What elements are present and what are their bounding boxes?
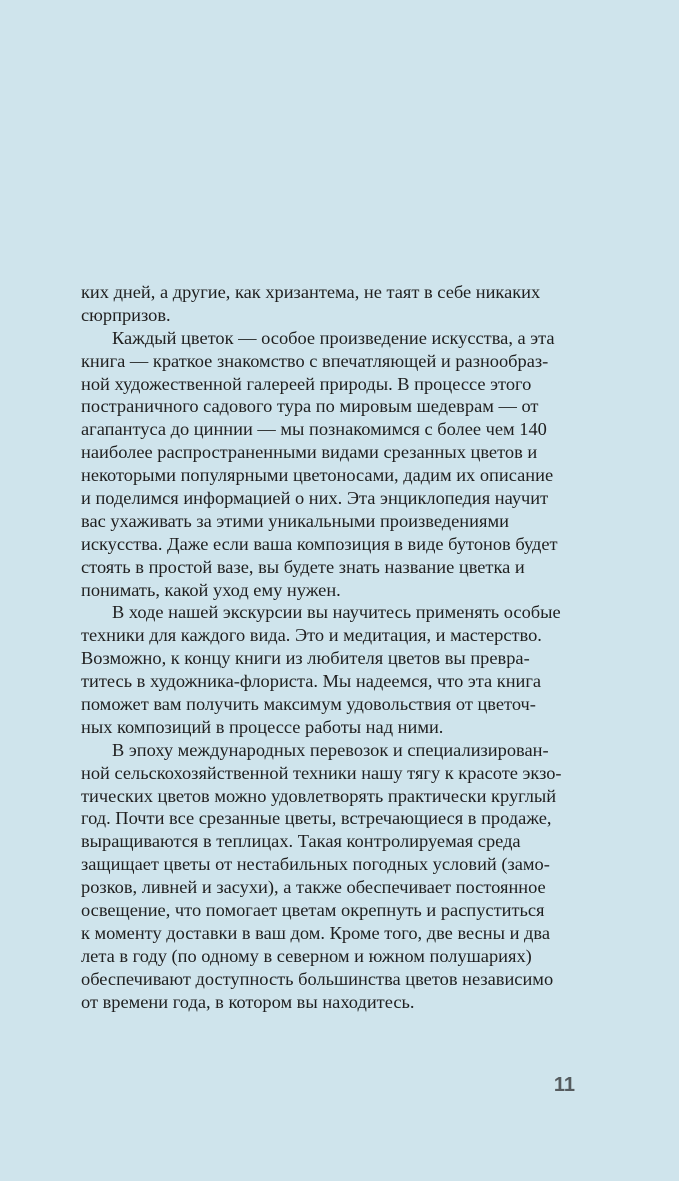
text-line: розков, ливней и засухи), а также обеспечивает постоянное — [81, 877, 546, 898]
text-line: ной сельскохозяйственной техники нашу тягу к красоте экзо- — [81, 762, 562, 783]
text-line: некоторыми популярными цветоносами, дадим их описание — [81, 465, 554, 486]
text-line: ной художественной галереей природы. В процессе этого — [81, 373, 532, 394]
text-line: обеспечивают доступность большинства цветов независимо — [81, 968, 554, 989]
text-line: ных композиций в процессе работы над ними. — [81, 716, 444, 737]
text-line: вас ухаживать за этими уникальными произведениями — [81, 510, 509, 531]
paragraph-first-line: В эпоху международных перевозок и специализирован- — [112, 739, 549, 760]
text-line: выращиваются в теплицах. Такая контролируемая среда — [81, 831, 521, 852]
text-line: Возможно, к концу книги из любителя цветов вы превра- — [81, 648, 530, 669]
text-line: лета в году (по одному в северном и южном полушариях) — [81, 945, 532, 966]
text-line: титесь в художника-флориста. Мы надеемся, что эта книга — [81, 671, 542, 692]
page-number: 11 — [553, 1074, 575, 1096]
text-line: агапантуса до циннии — мы познакомимся с более чем 140 — [81, 419, 547, 440]
text-line: книга — краткое знакомство с впечатляющей и разнообраз- — [81, 350, 549, 371]
text-line: защищает цветы от нестабильных погодных условий (замо- — [81, 854, 550, 875]
text-line: искусства. Даже если ваша композиция в виде бутонов будет — [81, 533, 558, 554]
paragraph-first-line: В ходе нашей экскурсии вы научитесь применять особые — [112, 602, 561, 623]
text-line: к моменту доставки в ваш дом. Кроме того, две весны и два — [81, 922, 550, 943]
text-line: постраничного садового тура по мировым шедеврам — от — [81, 396, 539, 417]
text-line: техники для каждого вида. Это и медитация, и мастерство. — [81, 625, 542, 646]
paragraph-first-line: Каждый цветок — особое произведение искусства, а эта — [112, 327, 555, 348]
text-line: год. Почти все срезанные цветы, встречающиеся в продаже, — [81, 808, 552, 829]
text-line: сюрпризов. — [81, 304, 171, 325]
text-line: ких дней, а другие, как хризантема, не таят в себе никаких — [81, 282, 541, 302]
text-line: и поделимся информацией о них. Эта энциклопедия научит — [81, 488, 549, 509]
text-line: от времени года, в котором вы находитесь. — [81, 991, 415, 1012]
body-text — [81, 281, 576, 1014]
text-line: наиболее распространенными видами срезанных цветов и — [81, 442, 538, 463]
text-line: поможет вам получить максимум удовольствия от цветоч- — [81, 694, 536, 715]
text-line: освещение, что помогает цветам окрепнуть и распуститься — [81, 900, 545, 921]
text-line: стоять в простой вазе, вы будете знать название цветка и — [81, 556, 525, 577]
text-line: тических цветов можно удовлетворять практически круглый — [81, 785, 557, 806]
text-line: понимать, какой уход ему нужен. — [81, 579, 341, 600]
